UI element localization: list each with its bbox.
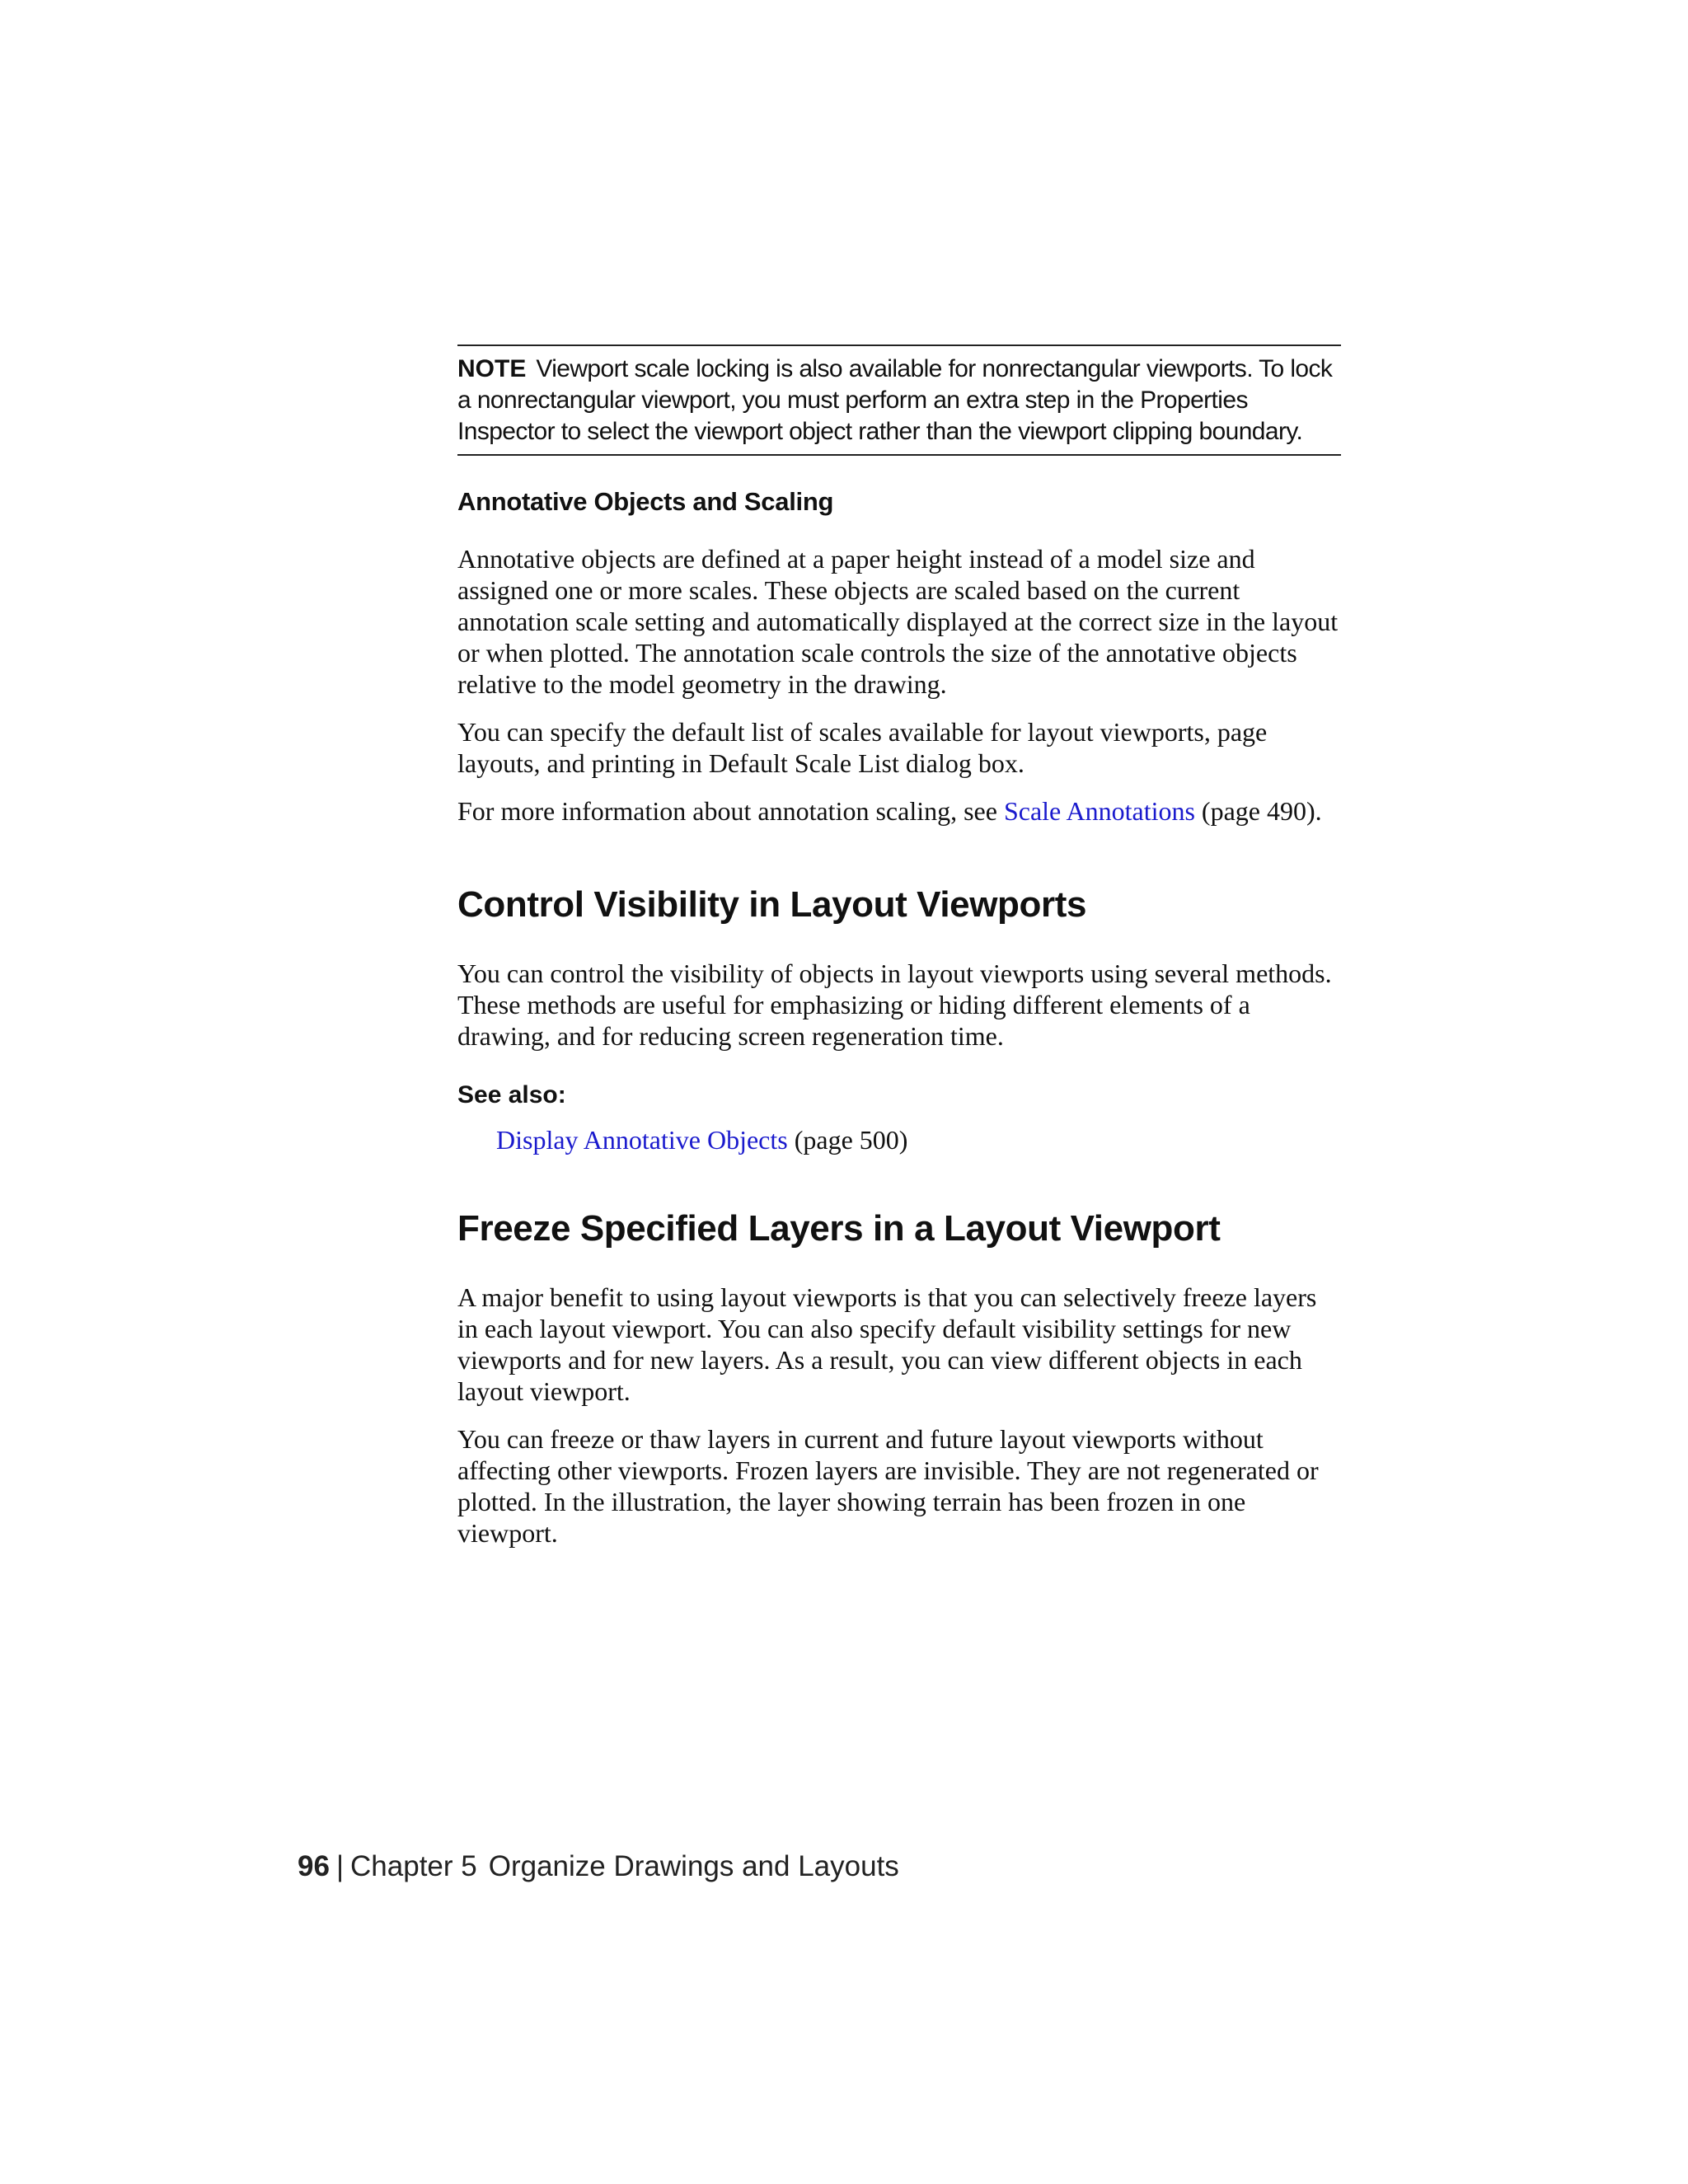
page-number: 96 — [298, 1850, 330, 1882]
page-content — [457, 344, 1341, 1565]
freeze-layers-heading: Freeze Specified Layers in a Layout Viewport — [457, 1208, 1221, 1249]
annotative-p3-text: For more information about annotation scaling, see — [457, 796, 1004, 826]
freeze-layers-paragraph-2: You can freeze or thaw layers in current and future layout viewports without affecting other viewports. Frozen layers are invisible. They are not regenerated or plotted. In the illustration, the layer showing terrain has been frozen in one viewport. — [457, 1424, 1319, 1548]
see-also-label: See also: — [457, 1081, 566, 1108]
freeze-layers-paragraph-1: A major benefit to using layout viewports is that you can selectively freeze layers in each layout viewport. You can also specify default visibility settings for new viewports and for new layers. As a result, you can view different objects in each layout viewport. — [457, 1282, 1317, 1406]
footer-chapter-title: Organize Drawings and Layouts — [488, 1850, 899, 1882]
annotative-p3-page-ref: (page 490). — [1194, 796, 1322, 826]
scale-annotations-link[interactable]: Scale Annotations — [1003, 796, 1195, 826]
display-annotative-objects-link[interactable]: Display Annotative Objects — [496, 1125, 788, 1155]
annotative-paragraph-2: You can specify the default list of scales available for layout viewports, page layouts, and printing in Default Scale List dialog box. — [457, 717, 1268, 778]
note-text: Viewport scale locking is also available for nonrectangular viewports. To lock a nonrectangular viewport, you must perform an extra step in the Properties Inspector to select the viewport object rather than the viewport clipping boundary. — [457, 355, 1333, 445]
note-label: NOTE — [457, 355, 527, 382]
footer-chapter: Chapter 5 — [350, 1850, 477, 1882]
annotative-heading: Annotative Objects and Scaling — [457, 487, 834, 516]
see-also-item — [496, 1124, 1341, 1155]
control-visibility-paragraph: You can control the visibility of objects in layout viewports using several methods. These methods are useful for emphasizing or hiding different elements of a drawing, and for reducing screen regeneration time. — [457, 958, 1332, 1051]
annotative-paragraph-1: Annotative objects are defined at a paper height instead of a model size and assigned one or more scales. These objects are scaled based on the current annotation scale setting and automatically displayed at the correct size in the layout or when plotted. The annotation scale controls the size of the annotative objects relative to the model geometry in the drawing. — [457, 544, 1339, 699]
page-footer — [298, 1849, 899, 1884]
control-visibility-heading: Control Visibility in Layout Viewports — [457, 884, 1087, 925]
see-also-page-ref: (page 500) — [787, 1125, 908, 1155]
note-box — [457, 344, 1341, 456]
footer-separator: | — [335, 1850, 345, 1882]
annotative-paragraph-3 — [457, 795, 1341, 827]
